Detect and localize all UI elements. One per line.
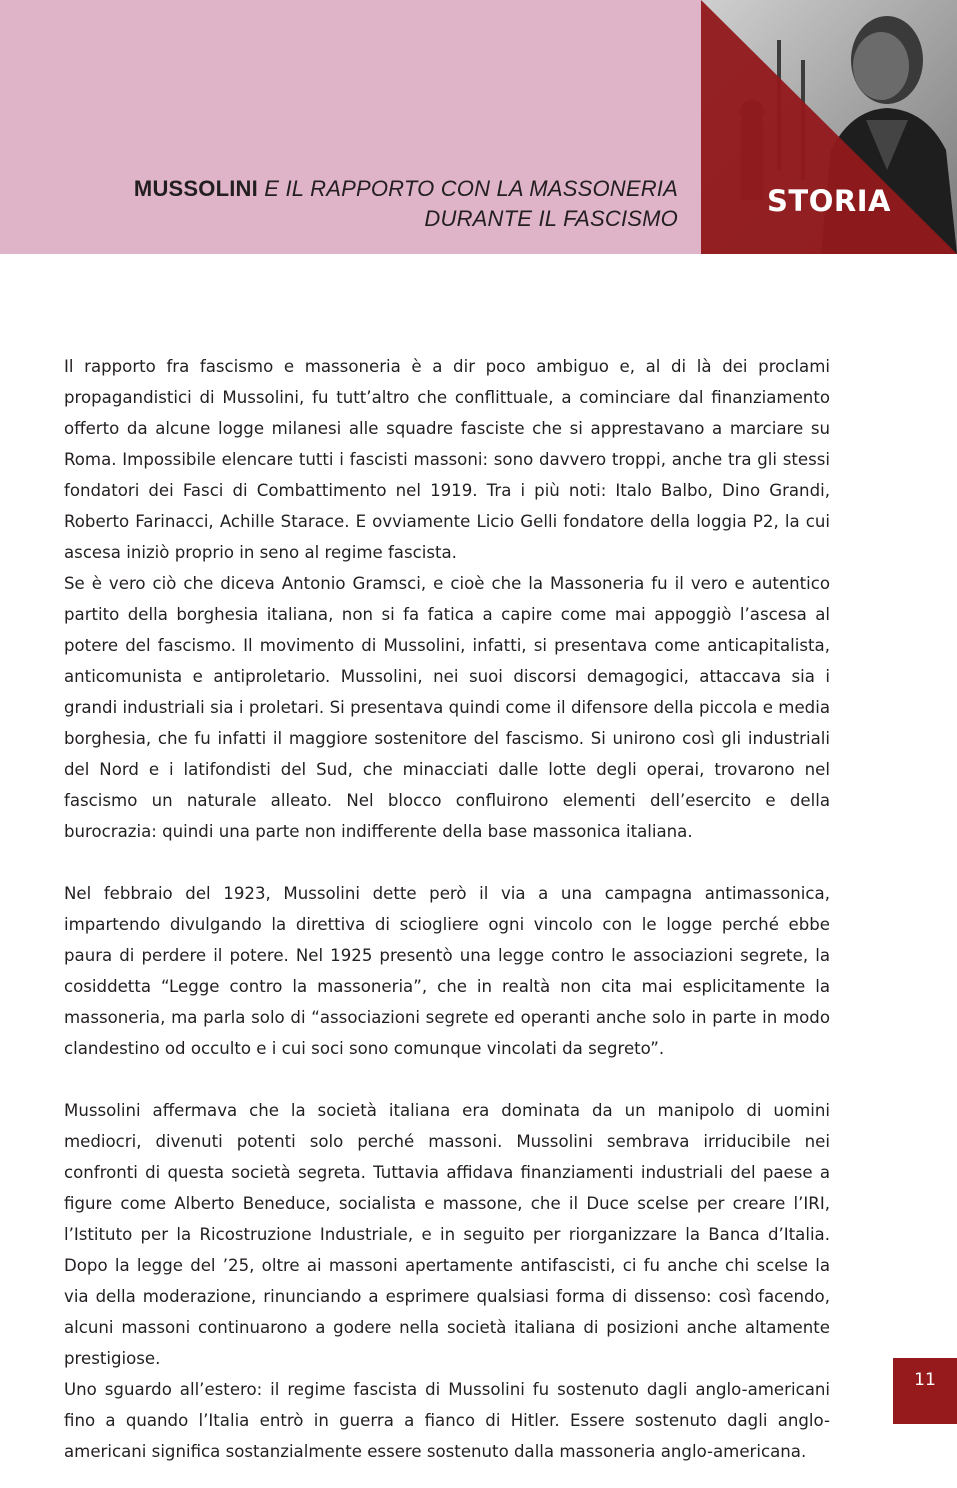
page-number: 11 xyxy=(893,1358,957,1424)
title-line-1 xyxy=(134,174,678,204)
section-label: STORIA xyxy=(767,184,891,218)
title-line-2: DURANTE IL FASCISMO xyxy=(424,206,678,231)
title-italic-1: E IL RAPPORTO CON LA MASSONERIA xyxy=(257,176,678,201)
paragraph: Nel febbraio del 1923, Mussolini dette però il via a una campagna antimassonica, impartendo divulgando la direttiva di sciogliere ogni vincolo con le logge perché ebbe paura di perdere il potere. Nel 1925 presentò una legge contro le associazioni segrete, la cosiddetta “Legge contro la massoneria”, che in realtà non cita mai esplicitamente la massoneria, ma parla solo di “associazioni segrete ed operanti anche solo in parte in modo clandestino od occulto e i cui soci sono comunque vincolati da segreto”. xyxy=(64,884,830,1058)
paragraph: Uno sguardo all’estero: il regime fascista di Mussolini fu sostenuto dagli anglo-americani fino a quando l’Italia entrò in guerra a fianco di Hitler. Essere sostenuto dagli anglo-americani significa sostanzialmente essere sostenuto dalla massoneria anglo-americana. xyxy=(64,1380,830,1461)
paragraph: Mussolini affermava che la società italiana era dominata da un manipolo di uomini mediocri, divenuti potenti solo perché massoni. Mussolini sembrava irriducibile nei confronti di questa società segreta. Tuttavia affidava finanziamenti industriali del paese a figure come Alberto Beneduce, socialista e massone, che il Duce scelse per creare l’IRI, l’Istituto per la Ricostruzione Industriale, e in seguito per riorganizzare la Banca d’Italia. Dopo la legge del ’25, oltre ai massoni apertamente antifascisti, ci fu anche chi scelse la via della moderazione, rinunciando a esprimere qualsiasi forma di dissenso: così facendo, alcuni massoni continuarono a godere nella società italiana di posizioni anche altamente prestigiose. xyxy=(64,1101,830,1368)
paragraph: Il rapporto fra fascismo e massoneria è a dir poco ambiguo e, al di là dei proclami propagandistici di Mussolini, fu tutt’altro che conflittuale, a cominciare dal finanziamento offerto da alcune logge milanesi alle squadre fasciste che si apprestavano a marciare su Roma. Impossibile elencare tutti i fascisti massoni: sono davvero troppi, anche tra gli stessi fondatori dei Fasci di Combattimento nel 1919. Tra i più noti: Italo Balbo, Dino Grandi, Roberto Farinacci, Achille Starace. E ovviamente Licio Gelli fondatore della loggia P2, la cui ascesa iniziò proprio in seno al regime fascista. xyxy=(64,357,830,562)
article-body xyxy=(64,351,830,1467)
title-bold: MUSSOLINI xyxy=(133,176,258,201)
article-title xyxy=(134,174,678,234)
paragraph: Se è vero ciò che diceva Antonio Gramsci, e cioè che la Massoneria fu il vero e autentico partito della borghesia italiana, non si fa fatica a capire come mai appoggiò l’ascesa al potere del fascismo. Il movimento di Mussolini, infatti, si presentava come anticapitalista, anticomunista e antiproletario. Mussolini, nei suoi discorsi demagogici, attaccava sia i grandi industriali sia i proletari. Si presentava quindi come il difensore della piccola e media borghesia, che fu infatti il maggiore sostenitore del fascismo. Si unirono così gli industriali del Nord e i latifondisti del Sud, che minacciati dalle lotte degli operai, trovarono nel fascismo un naturale alleato. Nel blocco confluirono elementi dell’esercito e della burocrazia: quindi una parte non indifferente della base massonica italiana. xyxy=(64,574,830,841)
